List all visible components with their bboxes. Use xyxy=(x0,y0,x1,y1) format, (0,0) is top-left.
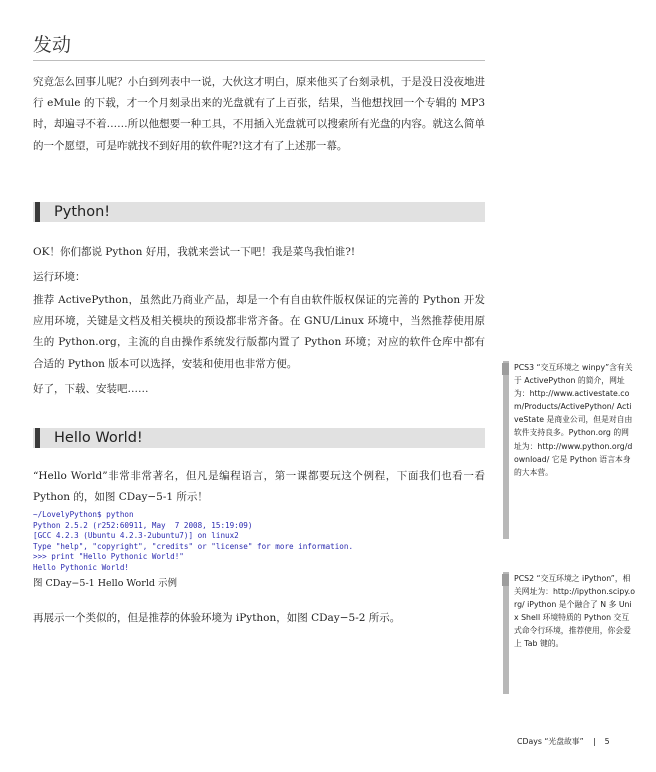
ok-line: OK！你们都说 Python 好用，我就来尝试一下吧！我是菜鸟我怕谁?! xyxy=(33,246,356,258)
code-listing: ~/LovelyPython$ python Python 2.5.2 (r252:60911, May 7 2008, 15:19:09) [GCC 4.2.3 (Ubuntu 4.2.3-2ubuntu7)] on linux2 Type "help", "copyright", "credits" or "license" for more information. >>> print "Hello Pythonic World!" Hello Pythonic World! xyxy=(33,510,354,572)
note-tag-icon xyxy=(502,363,509,375)
download-line: 好了，下载、安装吧…… xyxy=(33,383,149,395)
section-title: Hello World! xyxy=(54,430,143,446)
side-note-text: PCS2 “交互环境之 iPython”，相关网址为：http://ipython.scipy.org/ iPython 是个融合了 N 多 Unix Shell 环境特质的 Python 交互式命令行环境，推荐使用，你会爱上 Tab 键的。 xyxy=(514,574,636,649)
recommend-paragraph: 推荐 ActivePython，虽然此乃商业产品，却是一个有自由软件版权保证的完善的 Python 开发应用环境，关键是文档及相关模块的预设都非常齐备。在 GNU/Linux 环境中，当然推荐使用原生的 Python.org，主流的自由操作系统发行版都内置了 Python 环境；对应的软件仓库中都有合适的 Python 版本可以选择，安装和使用也非常方便。 xyxy=(33,294,485,370)
page-title: 发动 xyxy=(33,34,72,56)
page-number: 5 xyxy=(604,737,610,746)
section-header-python xyxy=(33,202,485,222)
title-divider xyxy=(33,60,485,61)
section-title: Python! xyxy=(54,204,111,220)
env-label: 运行环境： xyxy=(33,271,86,283)
intro-paragraph: 究竟怎么回事儿呢？小白到列表中一说，大伙这才明白，原来他买了台刻录机，于是没日没夜地进行 eMule 的下载，才一个月刻录出来的光盘就有了上百张，结果，当他想找回一个专辑的 MP3 时，却遍寻不着……所以他想要一种工具，不用插入光盘就可以搜索所有光盘的内容。就这么简单的一个愿望，可是咋就找不到好用的软件呢?!这才有了上述那一幕。 xyxy=(33,76,485,152)
section-accent-bar xyxy=(35,202,40,222)
footer-separator xyxy=(594,738,595,746)
side-note-activepython xyxy=(503,361,636,539)
figure-caption: 图 CDay−5-1 Hello World 示例 xyxy=(33,578,177,589)
note-tag-icon xyxy=(502,574,509,586)
page-footer xyxy=(517,736,610,747)
section-accent-bar xyxy=(35,428,40,448)
bottom-line: 再展示一个类似的，但是推荐的体验环境为 iPython，如图 CDay−5-2 所示。 xyxy=(33,612,401,624)
side-note-text: PCS3 “交互环境之 winpy”含有关于 ActivePython 的简介，网址为：http://www.activestate.com/Products/ActivePython/ ActiveState 是商业公司，但是对自由软件支持良多。Python.org 的网址为：http://www.python.org/download/ 它是 Python 语言本身的大本营。 xyxy=(514,363,633,477)
hello-paragraph: “Hello World”非常非常著名，但凡是编程语言，第一课都要玩这个例程，下面我们也看一看 Python 的，如图 CDay−5-1 所示！ xyxy=(33,470,485,504)
section-header-hello xyxy=(33,428,485,448)
footer-book-title: CDays “光盘故事” xyxy=(517,737,584,746)
side-note-ipython xyxy=(503,572,636,694)
